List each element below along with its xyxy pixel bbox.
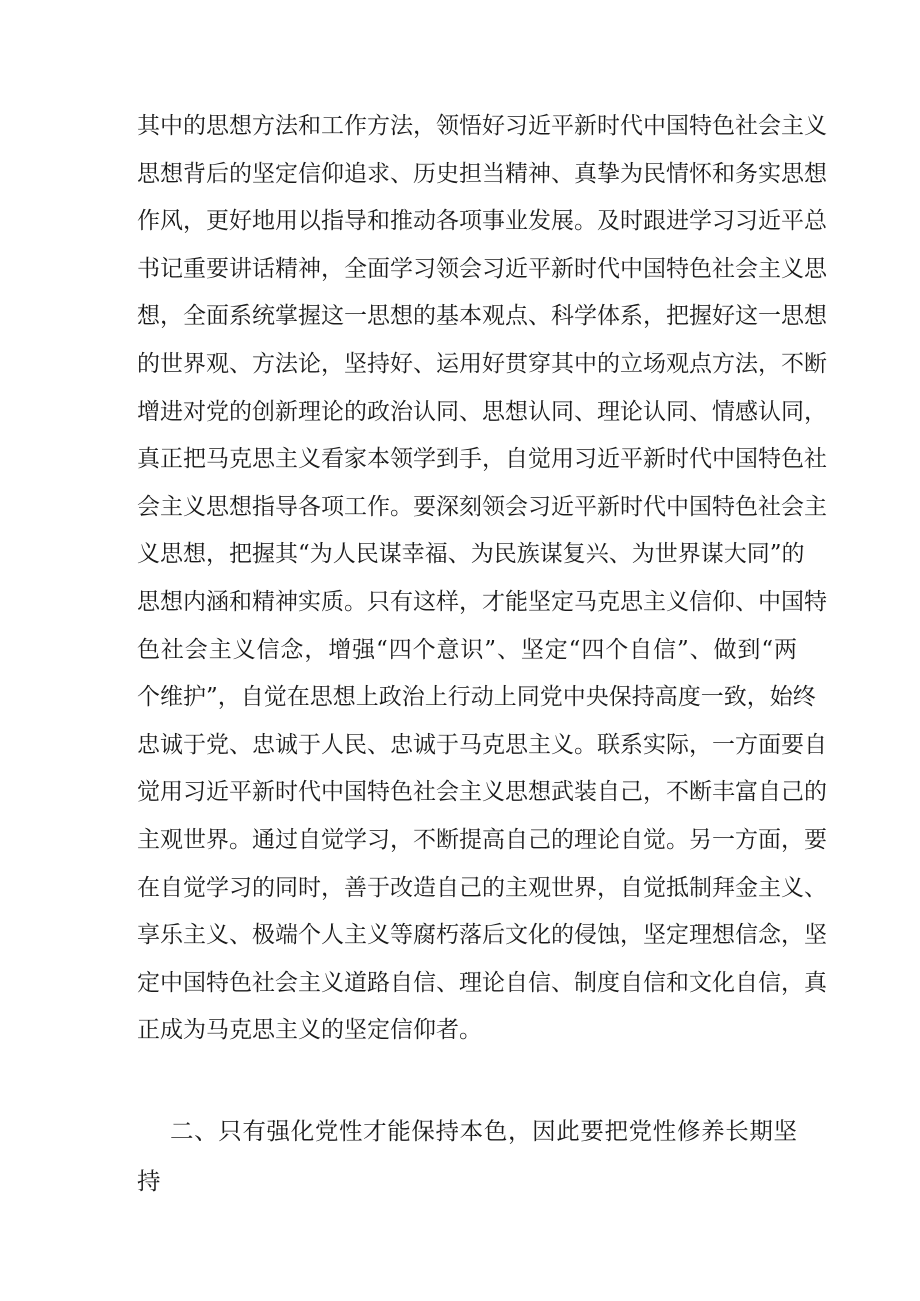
paragraph-line: 的世界观、方法论，坚持好、运用好贯穿其中的立场观点方法，不断 (137, 350, 827, 377)
paragraph-line: 增进对党的创新理论的政治认同、思想认同、理论认同、情感认同， (137, 398, 827, 425)
paragraph-line: 思想背后的坚定信仰追求、历史担当精神、真挚为民情怀和务实思想 (137, 160, 827, 187)
heading-line: 持 (137, 1167, 161, 1195)
paragraph-line: 个维护”，自觉在思想上政治上行动上同党中央保持高度一致，始终 (137, 684, 816, 711)
heading-line: 二、只有强化党性才能保持本色，因此要把党性修养长期坚 (170, 1117, 797, 1145)
paragraph-line: 色社会主义信念，增强“四个意识”、坚定“四个自信”、做到“两 (137, 636, 797, 663)
paragraph-line: 思想内涵和精神实质。只有这样，才能坚定马克思主义信仰、中国特 (137, 588, 827, 615)
paragraph-line: 作风，更好地用以指导和推动各项事业发展。及时跟进学习习近平总 (137, 208, 827, 235)
paragraph-line: 书记重要讲话精神，全面学习领会习近平新时代中国特色社会主义思 (137, 255, 827, 282)
paragraph-line: 义思想，把握其“为人民谋幸福、为民族谋复兴、为世界谋大同”的 (137, 541, 805, 568)
paragraph-line: 定中国特色社会主义道路自信、理论自信、制度自信和文化自信，真 (137, 969, 827, 996)
paragraph-line: 会主义思想指导各项工作。要深刻领会习近平新时代中国特色社会主 (137, 493, 827, 520)
paragraph-line: 主观世界。通过自觉学习，不断提高自己的理论自觉。另一方面，要 (137, 826, 827, 853)
body-paragraph (137, 103, 827, 1055)
paragraph-line: 想，全面系统掌握这一思想的基本观点、科学体系，把握好这一思想 (137, 303, 827, 330)
paragraph-line: 享乐主义、极端个人主义等腐朽落后文化的侵蚀，坚定理想信念，坚 (137, 922, 827, 949)
paragraph-line: 在自觉学习的同时，善于改造自己的主观世界，自觉抵制拜金主义、 (137, 874, 827, 901)
paragraph-line: 觉用习近平新时代中国特色社会主义思想武装自己，不断丰富自己的 (137, 779, 827, 806)
paragraph-line: 正成为马克思主义的坚定信仰者。 (137, 1017, 482, 1044)
paragraph-line: 忠诚于党、忠诚于人民、忠诚于马克思主义。联系实际，一方面要自 (137, 731, 827, 758)
paragraph-line: 其中的思想方法和工作方法，领悟好习近平新时代中国特色社会主义 (137, 113, 827, 139)
paragraph-line: 真正把马克思主义看家本领学到手，自觉用习近平新时代中国特色社 (137, 446, 827, 473)
section-heading (137, 1106, 797, 1206)
